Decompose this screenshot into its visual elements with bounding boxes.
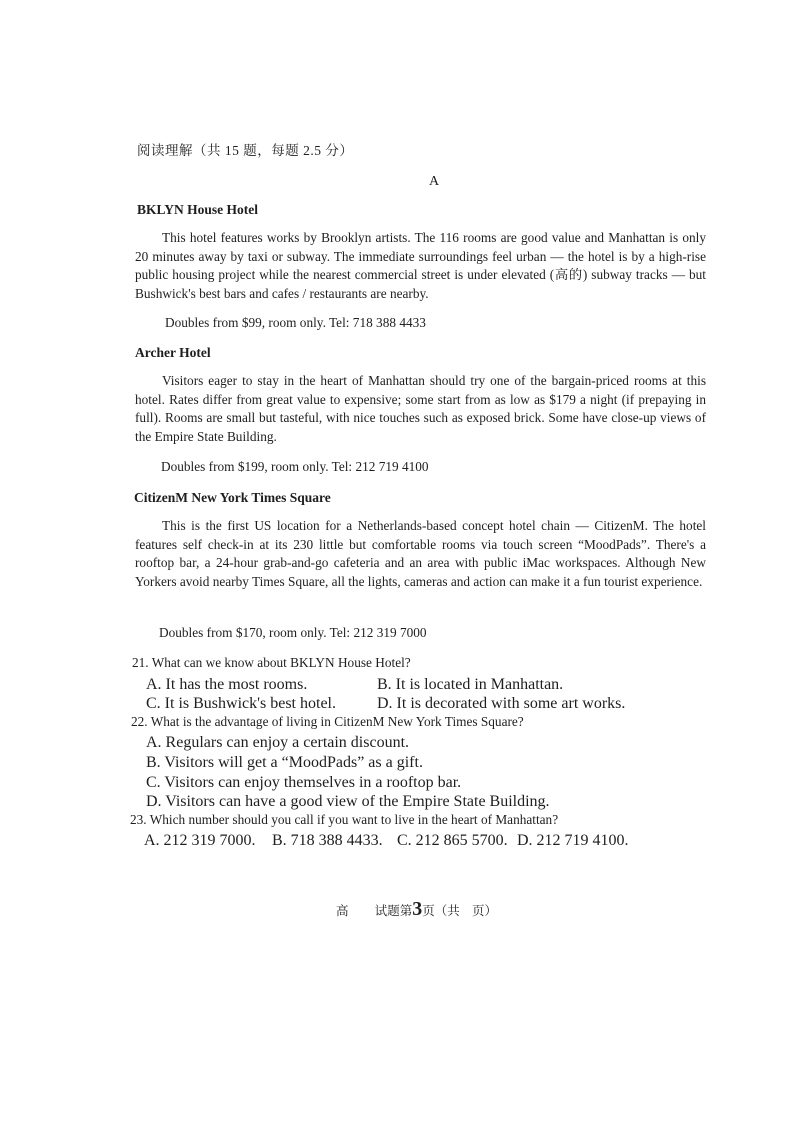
question-22-option-c: C. Visitors can enjoy themselves in a rooftop bar.: [146, 774, 462, 791]
question-21-option-a: A. It has the most rooms.: [146, 676, 308, 693]
hotel-description-bklyn: This hotel features works by Brooklyn artists. The 116 rooms are good value and Manhattan is only 20 minutes away by taxi or subway. The immediate surroundings feel urban — the hotel is by a high-rise public housing project while the nearest commercial street is under elevated (高的) subway tracks — but Bushwick's best bars and cafes / restaurants are nearby.: [135, 230, 706, 301]
hotel-price-bklyn: Doubles from $99, room only. Tel: 718 388 4433: [165, 315, 426, 330]
hotel-title-archer: Archer Hotel: [135, 345, 211, 360]
hotel-description-citizenm: This is the first US location for a Netherlands-based concept hotel chain — CitizenM. The hotel features self check-in at its 230 little but comfortable rooms via touch screen “MoodPads”. There's a rooftop bar, a 24-hour grab-and-go cafeteria and an area with public iMac workspaces. Although New Yorkers avoid nearby Times Square, all the lights, cameras and action can make it a fun tourist experience.: [135, 518, 706, 589]
footer-left: 高: [336, 904, 349, 918]
question-21-option-c: C. It is Bushwick's best hotel.: [146, 695, 336, 712]
footer-middle-pre: 试题第: [374, 904, 413, 918]
hotel-description-archer: Visitors eager to stay in the heart of Manhattan should try one of the bargain-priced rooms at this hotel. Rates differ from great value to expensive; some start from as low as $179 a night (if prepaying in full). Rooms are small but tasteful, with nice touches such as exposed brick. Some have close-up views of the Empire State Building.: [135, 373, 706, 444]
question-22-stem: 22. What is the advantage of living in CitizenM New York Times Square?: [131, 714, 524, 729]
question-23-option-d: D. 212 719 4100.: [517, 832, 629, 849]
question-21-stem: 21. What can we know about BKLYN House Hotel?: [132, 655, 411, 670]
hotel-price-citizenm: Doubles from $170, room only. Tel: 212 319 7000: [159, 625, 427, 640]
question-21-option-d: D. It is decorated with some art works.: [377, 695, 626, 712]
question-22-option-b: B. Visitors will get a “MoodPads” as a gift.: [146, 754, 423, 771]
passage-letter: A: [429, 174, 440, 189]
footer-page-number: 3: [412, 898, 423, 920]
question-23-option-a: A. 212 319 7000.: [144, 832, 256, 849]
question-21-option-b: B. It is located in Manhattan.: [377, 676, 564, 693]
hotel-title-bklyn: BKLYN House Hotel: [137, 202, 259, 217]
question-23-option-c: C. 212 865 5700.: [397, 832, 508, 849]
section-heading: 阅读理解（共 15 题，每题 2.5 分）: [137, 143, 354, 158]
question-23-option-b: B. 718 388 4433.: [272, 832, 383, 849]
footer-right: 页）: [472, 904, 498, 918]
page-footer: [336, 898, 497, 921]
footer-middle-post: 页（共: [422, 904, 460, 918]
hotel-price-archer: Doubles from $199, room only. Tel: 212 719 4100: [161, 459, 429, 474]
question-22-option-a: A. Regulars can enjoy a certain discount.: [146, 734, 410, 751]
hotel-title-citizenm: CitizenM New York Times Square: [134, 490, 331, 505]
question-23-stem: 23. Which number should you call if you want to live in the heart of Manhattan?: [130, 812, 559, 827]
question-22-option-d: D. Visitors can have a good view of the Empire State Building.: [146, 793, 550, 810]
